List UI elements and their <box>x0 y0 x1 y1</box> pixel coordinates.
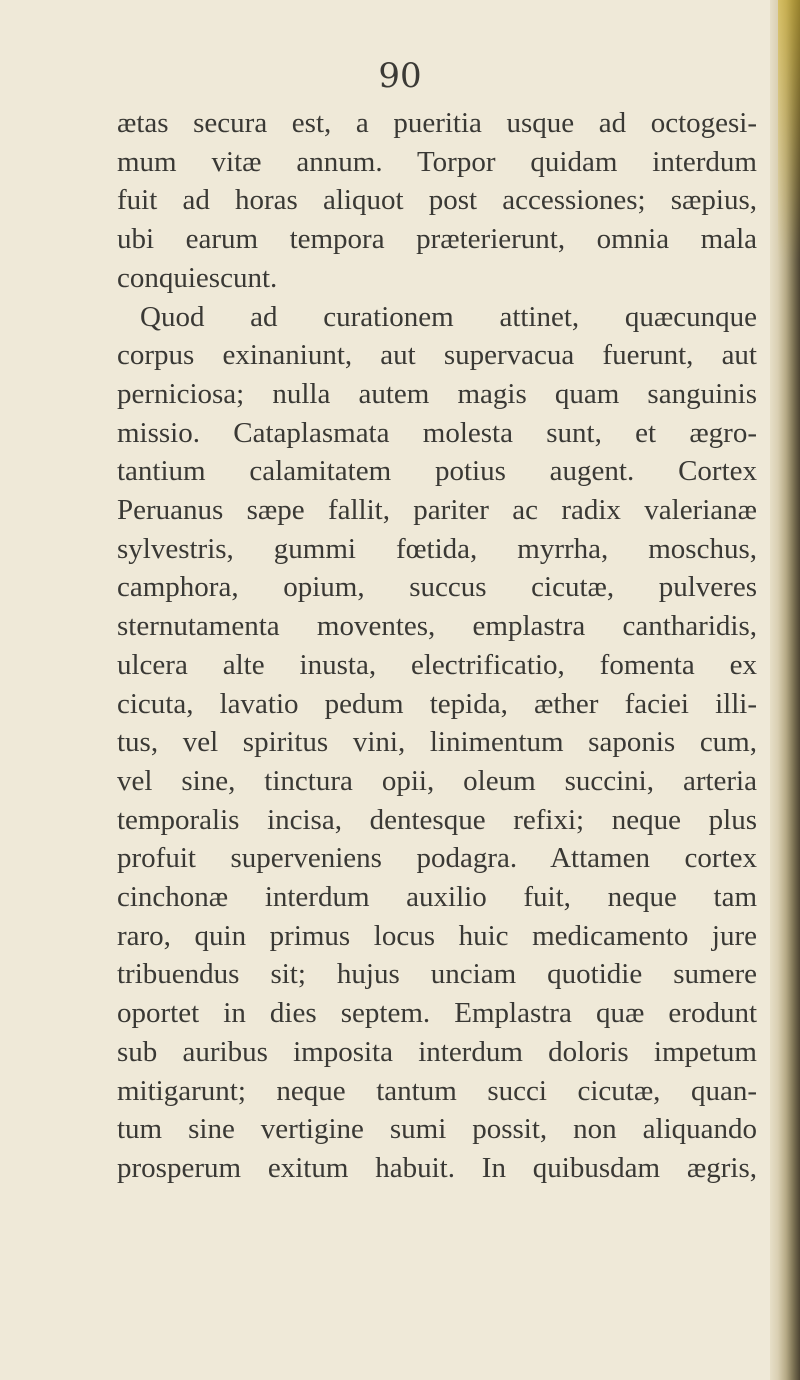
text-line: missio. Cataplasmata molesta sunt, et ægro- <box>117 416 757 449</box>
text-line: sylvestris, gummi fœtida, myrrha, moschus, <box>117 532 757 565</box>
text-line: cicuta, lavatio pedum tepida, æther faciei illi- <box>117 687 757 720</box>
text-line: tantium calamitatem potius augent. Cortex <box>117 455 757 488</box>
text-line: profuit superveniens podagra. Attamen cortex <box>117 842 757 875</box>
text-line: oportet in dies septem. Emplastra quæ erodunt <box>117 997 757 1030</box>
paragraph-first-line: Quod ad curationem attinet, quæcunque <box>140 300 757 333</box>
text-line: sternutamenta moventes, emplastra cantharidis, <box>117 610 757 643</box>
text-line: prosperum exitum habuit. In quibusdam ægris, <box>117 1151 757 1184</box>
text-line: tum sine vertigine sumi possit, non aliquando <box>117 1113 757 1146</box>
text-line: corpus exinaniunt, aut supervacua fuerunt, aut <box>117 339 757 372</box>
body-text <box>117 104 757 1188</box>
text-line: mum vitæ annum. Torpor quidam interdum <box>117 145 757 178</box>
text-line: temporalis incisa, dentesque refixi; neque plus <box>117 803 757 836</box>
text-line: conquiescunt. <box>117 261 278 294</box>
text-line: raro, quin primus locus huic medicamento jure <box>117 919 757 952</box>
text-line: fuit ad horas aliquot post accessiones; sæpius, <box>117 184 757 217</box>
page-number: 90 <box>378 56 422 96</box>
text-line: ætas secura est, a pueritia usque ad octogesi- <box>117 107 757 139</box>
text-line: camphora, opium, succus cicutæ, pulveres <box>117 571 757 604</box>
text-line: ubi earum tempora præterierunt, omnia mala <box>117 223 757 256</box>
text-line: Peruanus sæpe fallit, pariter ac radix valerianæ <box>117 494 757 527</box>
text-line: sub auribus imposita interdum doloris impetum <box>117 1035 757 1068</box>
spine-discoloration <box>778 0 800 260</box>
text-line: tribuendus sit; hujus unciam quotidie sumere <box>117 958 757 991</box>
text-line: mitigarunt; neque tantum succi cicutæ, quan- <box>117 1074 757 1107</box>
text-line: ulcera alte inusta, electrificatio, fomenta ex <box>117 648 757 681</box>
text-line: vel sine, tinctura opii, oleum succini, arteria <box>117 764 757 797</box>
text-line: cinchonæ interdum auxilio fuit, neque tam <box>117 881 757 914</box>
text-line: perniciosa; nulla autem magis quam sanguinis <box>117 377 757 410</box>
text-line: tus, vel spiritus vini, linimentum saponis cum, <box>117 726 757 759</box>
